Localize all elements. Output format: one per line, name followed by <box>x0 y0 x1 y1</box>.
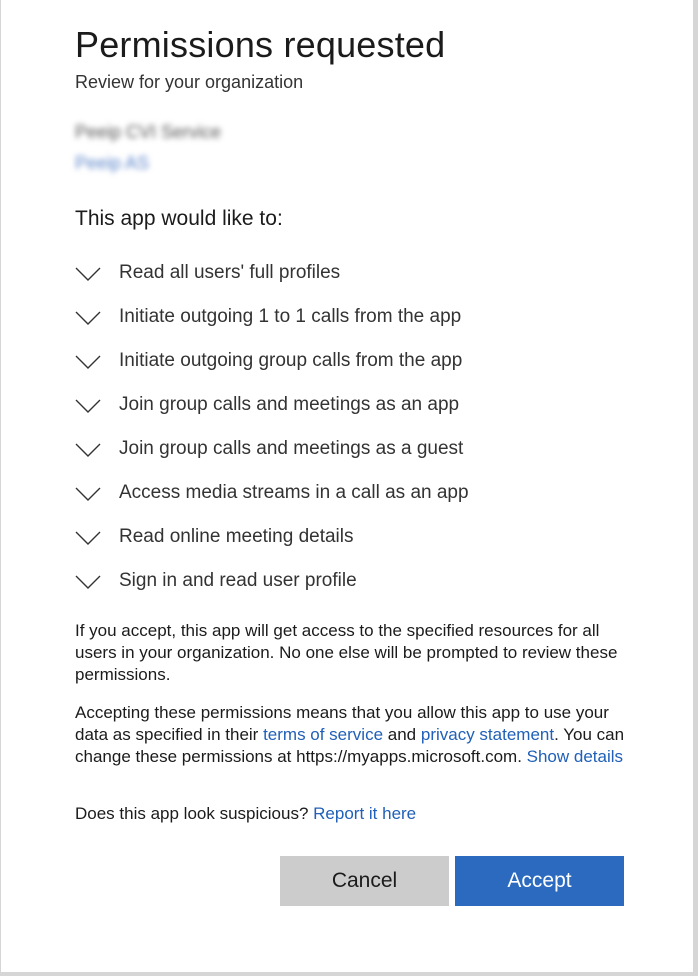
chevron-down-icon <box>75 399 101 413</box>
chevron-down-icon <box>75 531 101 545</box>
permission-item[interactable] <box>75 471 469 515</box>
chevron-down-icon <box>75 311 101 325</box>
permission-label: Sign in and read user profile <box>119 570 357 591</box>
privacy-statement-link[interactable]: privacy statement <box>420 725 555 744</box>
report-link[interactable]: Report it here <box>313 804 417 823</box>
permission-label: Join group calls and meetings as an app <box>119 394 460 415</box>
show-details-link[interactable]: Show details <box>526 747 624 766</box>
permission-label: Access media streams in a call as an app <box>119 482 469 503</box>
consent-text-part: . You can change these permissions at https://myapps.microsoft.com. <box>75 725 625 766</box>
chevron-down-icon <box>75 355 101 369</box>
permission-item[interactable] <box>75 295 469 339</box>
publisher-link[interactable]: Peeip AS <box>75 153 150 173</box>
permission-list <box>75 251 469 603</box>
consent-terms-text <box>75 702 635 768</box>
permission-label: Read online meeting details <box>119 526 354 547</box>
permission-item[interactable] <box>75 339 469 383</box>
permissions-dialog <box>1 0 693 972</box>
permission-label: Initiate outgoing 1 to 1 calls from the app <box>119 306 462 327</box>
permission-item[interactable] <box>75 427 469 471</box>
consent-scope-text: If you accept, this app will get access to the specified resources for all users in your organization. No one else will be prompted to review these permissions. <box>75 621 618 684</box>
chevron-down-icon <box>75 487 101 501</box>
terms-of-service-link[interactable]: terms of service <box>263 725 384 744</box>
consent-text-part: Accepting these permissions means that you allow this app to use your data as specified in their <box>75 703 609 744</box>
cancel-button[interactable]: Cancel <box>280 856 449 906</box>
app-name: Peeip CVI Service <box>75 122 222 142</box>
suspicious-app-text <box>75 803 635 825</box>
permission-item[interactable] <box>75 515 469 559</box>
permission-item[interactable] <box>75 559 469 603</box>
chevron-down-icon <box>75 575 101 589</box>
page-title: Permissions requested <box>75 24 446 65</box>
chevron-down-icon <box>75 443 101 457</box>
permission-label: Read all users' full profiles <box>119 262 341 283</box>
suspicious-question: Does this app look suspicious? <box>75 804 314 823</box>
permission-item[interactable] <box>75 383 469 427</box>
accept-button[interactable]: Accept <box>455 856 624 906</box>
permission-label: Initiate outgoing group calls from the app <box>119 350 463 371</box>
consent-text-part: and <box>383 725 421 744</box>
permission-label: Join group calls and meetings as a guest <box>119 438 464 459</box>
chevron-down-icon <box>75 267 101 281</box>
permissions-intro: This app would like to: <box>75 207 283 230</box>
permission-item[interactable] <box>75 251 469 295</box>
subtitle: Review for your organization <box>75 72 304 92</box>
